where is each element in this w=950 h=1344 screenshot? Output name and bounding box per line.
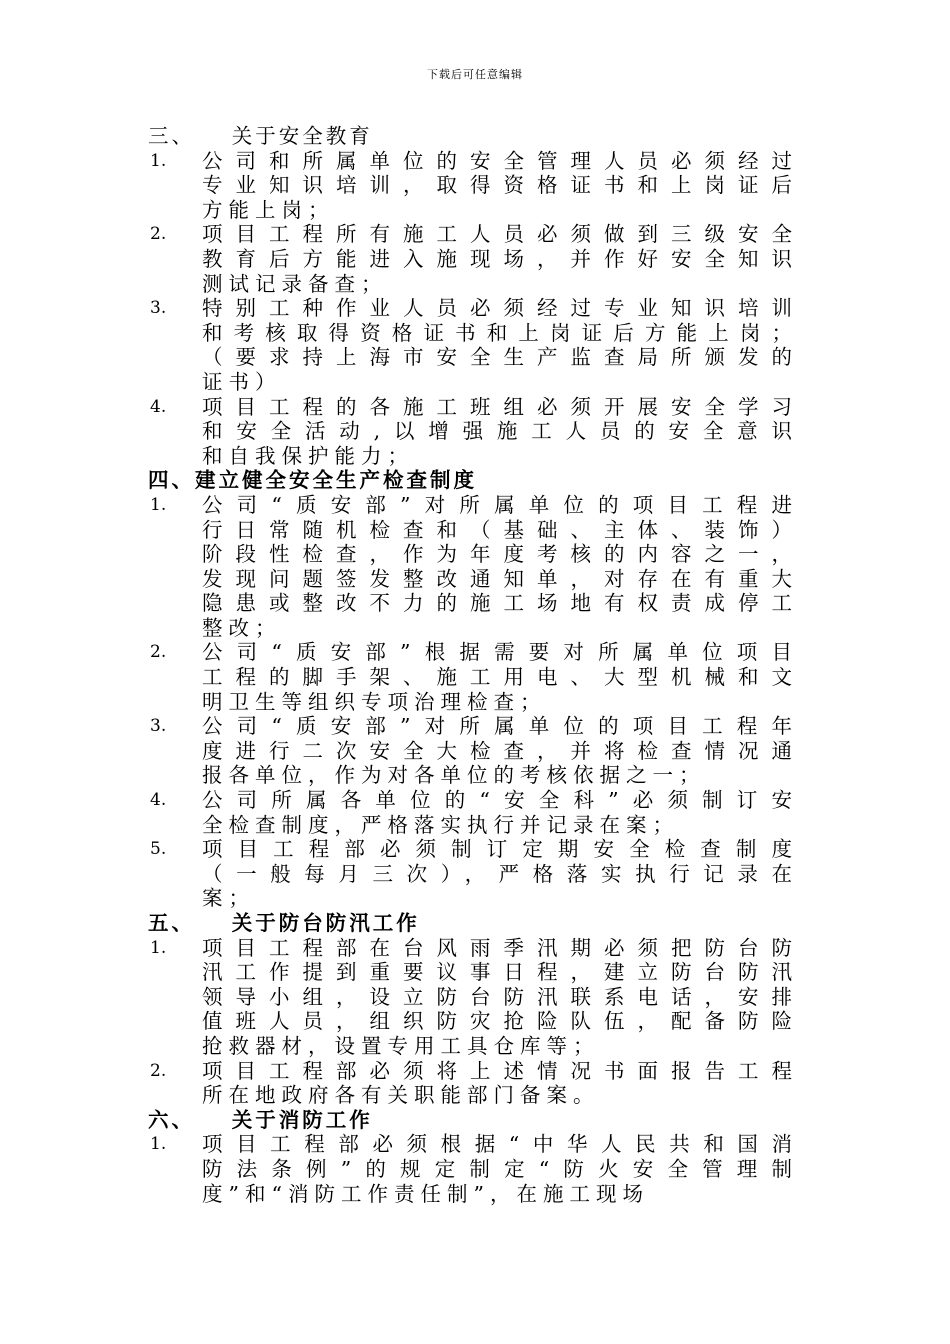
item-number: 2. (150, 642, 167, 663)
text-line: 项目工程所有施工人员必须做到三级安全 (202, 222, 792, 247)
text-line: 项目工程部在台风雨季汛期必须把防台防 (202, 935, 792, 960)
list-item (148, 936, 808, 1059)
text-line: 项目工程部必须制订定期安全检查制度 (202, 837, 792, 862)
text-line: 专业知识培训，取得资格证书和上岗证后 (202, 173, 792, 198)
text-line: 度”和“消防工作责任制”，在施工现场 (202, 1181, 649, 1206)
text-line: （一般每月三次），严格落实执行记录在 (202, 861, 792, 886)
text-line: 项目工程部必须将上述情况书面报告工程 (202, 1058, 792, 1083)
item-number: 2. (150, 224, 167, 245)
list-item (148, 222, 808, 296)
text-line: 报各单位，作为对各单位的考核依据之一； (202, 763, 706, 788)
item-text (202, 149, 792, 223)
text-line: 项目工程的各施工班组必须开展安全学习 (202, 394, 792, 419)
text-line: 度进行二次安全大检查，并将检查情况通 (202, 738, 792, 763)
item-number: 4. (150, 790, 167, 811)
section-heading: 五、 关于防台防汛工作 (148, 911, 420, 935)
list-item (148, 837, 808, 911)
text-line: 隐患或整改不力的施工场地有权责成停工 (202, 591, 792, 616)
text-line: 案； (202, 886, 255, 911)
text-line: 领导小组，设立防台防汛联系电话，安排 (202, 984, 792, 1009)
text-line: 所在地政府各有关职能部门备案。 (202, 1083, 600, 1108)
document-body (148, 124, 808, 1206)
section-heading: 三、 关于安全教育 (148, 124, 373, 148)
text-line: 项目工程部必须根据“中华人民共和国消 (202, 1132, 792, 1157)
text-line: 和自我保护能力； (202, 443, 414, 468)
text-line: 证书） (202, 369, 282, 394)
text-line: 全检查制度，严格落实执行并记录在案； (202, 812, 679, 837)
text-line: 特别工种作业人员必须经过专业知识培训 (202, 296, 792, 321)
text-line: 整改； (202, 615, 282, 640)
item-text (202, 222, 792, 296)
item-text (202, 640, 792, 714)
item-text (202, 395, 792, 469)
text-line: 防法条例”的规定制定“防火安全管理制 (202, 1156, 792, 1181)
item-number: 1. (150, 494, 167, 515)
list-item (148, 296, 808, 394)
item-number: 1. (150, 937, 167, 958)
text-line: 和安全活动,以增强施工人员的安全意识 (202, 419, 792, 444)
section-heading: 四、建立健全安全生产检查制度 (148, 468, 477, 493)
list-item (148, 714, 808, 788)
text-line: 教育后方能进入施现场，并作好安全知识 (202, 246, 792, 271)
text-line: 公司所属各单位的“安全科”必须制订安 (202, 788, 792, 813)
text-line: 公司“质安部”对所属单位的项目工程进 (202, 492, 792, 517)
item-number: 5. (150, 839, 167, 860)
text-line: 阶段性检查，作为年度考核的内容之一， (202, 542, 792, 567)
item-number: 3. (150, 716, 167, 737)
item-text (202, 1132, 792, 1206)
item-number: 2. (150, 1060, 167, 1081)
item-text (202, 936, 792, 1059)
list-item (148, 1059, 808, 1108)
text-line: 发现问题签发整改通知单，对存在有重大 (202, 566, 792, 591)
list-item (148, 395, 808, 469)
text-line: 明卫生等组织专项治理检查； (202, 689, 547, 714)
page-header: 下载后可任意编辑 (427, 68, 523, 81)
section-heading: 六、 关于消防工作 (148, 1107, 373, 1132)
item-text (202, 837, 792, 911)
text-line: 行日常随机检查和（基础、主体、装饰） (202, 517, 792, 542)
item-text (202, 493, 792, 641)
text-line: 工程的脚手架、施工用电、大型机械和文 (202, 665, 792, 690)
text-line: 值班人员，组织防灾抢险队伍，配备防险 (202, 1009, 792, 1034)
list-item (148, 788, 808, 837)
list-item (148, 493, 808, 641)
item-number: 1. (150, 1134, 167, 1155)
text-line: 和考核取得资格证书和上岗证后方能上岗； (202, 320, 792, 345)
item-number: 3. (150, 298, 167, 319)
text-line: （要求持上海市安全生产监查局所颁发的 (202, 345, 792, 370)
item-text (202, 714, 792, 788)
item-number: 4. (150, 396, 167, 417)
text-line: 公司“质安部”根据需要对所属单位项目 (202, 640, 792, 665)
text-line: 汛工作提到重要议事日程，建立防台防汛 (202, 960, 792, 985)
item-number: 1. (150, 150, 167, 171)
text-line: 抢救器材，设置专用工具仓库等； (202, 1033, 600, 1058)
list-item (148, 1132, 808, 1206)
item-text (202, 788, 792, 837)
list-item (148, 640, 808, 714)
list-item (148, 149, 808, 223)
text-line: 公司和所属单位的安全管理人员必须经过 (202, 148, 792, 173)
text-line: 公司“质安部”对所属单位的项目工程年 (202, 714, 792, 739)
text-line: 测试记录备查； (202, 271, 388, 296)
text-line: 方能上岗； (202, 197, 335, 222)
item-text (202, 296, 792, 394)
item-text (202, 1059, 792, 1108)
